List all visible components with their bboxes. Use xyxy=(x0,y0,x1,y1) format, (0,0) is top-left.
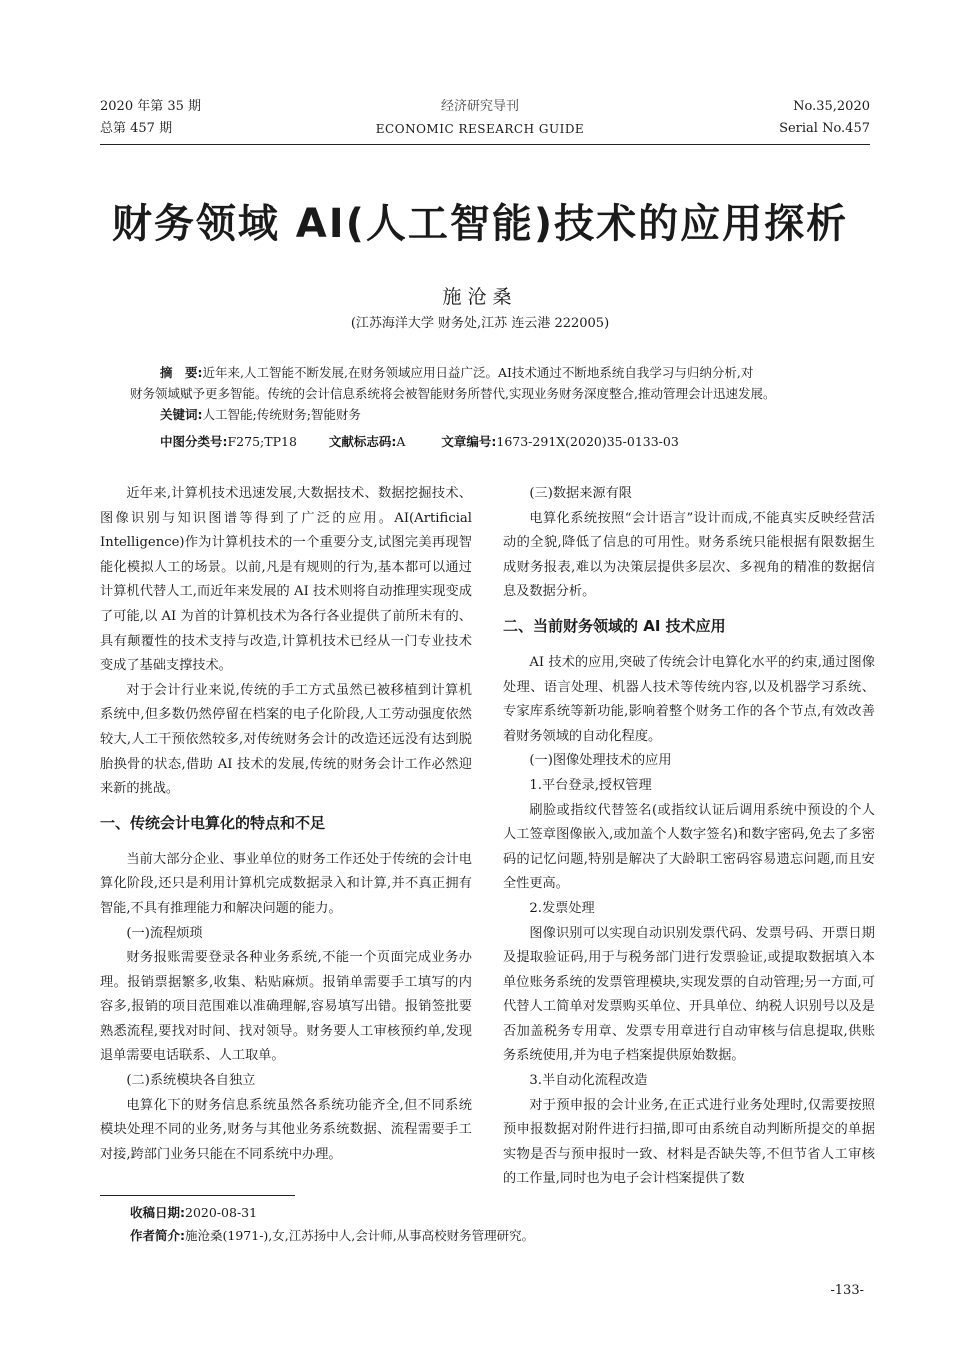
keywords: 人工智能;传统财务;智能财务 xyxy=(202,407,361,422)
footnote-rule xyxy=(100,1195,295,1196)
footnote-author-bio xyxy=(130,1226,534,1246)
subsection-heading: (一)图像处理技术的应用 xyxy=(529,753,672,769)
header-issue-en: No.35,2020 xyxy=(793,99,870,114)
author-name: 施沧桑 xyxy=(442,286,518,308)
paragraph: AI 技术的应用,突破了传统会计电算化水平的约束,通过图像处理、语言处理、机器人技术等传统内容,以及机器学习系统、专家库系统等新功能,影响着整个财务工作的各个节点,有效改善着财务领域的自动化程度。 xyxy=(503,654,875,744)
subsection-heading: 3.半自动化流程改造 xyxy=(529,1073,648,1089)
doc-code-label: 文献标志码: xyxy=(328,434,397,449)
footnote-received xyxy=(130,1203,257,1223)
paragraph: 对于预申报的会计业务,在正式进行业务处理时,仅需要按照预申报数据对附件进行扫描,即可由系统自动判断所提交的单据实物是否与预申报时一致、材料是否缺失等,不但节省人工审核的工作量,同时也为电子会计档案提供了数 xyxy=(503,1097,875,1187)
bio-label: 作者简介: xyxy=(130,1228,185,1243)
author-affiliation: (江苏海洋大学 财务处,江苏 连云港 222005) xyxy=(350,316,610,331)
paragraph: 财务报账需要登录各种业务系统,不能一个页面完成业务办理。报销票据繁多,收集、粘贴麻烦。报销单需要手工填写的内容多,报销的项目范围难以准确理解,容易填写出错。报销签批要熟悉流程,要找对时间、找对领导。财务要人工审核预约单,发现退单需要电话联系、人工取单。 xyxy=(100,950,472,1064)
header-journal-en: ECONOMIC RESEARCH GUIDE xyxy=(375,122,585,136)
section-heading: 一、传统会计电算化的特点和不足 xyxy=(100,813,326,832)
paragraph: 刷脸或指纹代替签名(或指纹认证后调用系统中预设的个人人工签章图像嵌入,或加盖个人数字签名)和数字密码,免去了多密码的记忆问题,特别是解决了大龄职工密码容易遗忘问题,而且安全性更高。 xyxy=(503,802,875,892)
clc-label: 中图分类号: xyxy=(160,434,228,449)
received-label: 收稿日期: xyxy=(130,1205,185,1220)
section-heading: 二、当前财务领域的 AI 技术应用 xyxy=(503,616,726,635)
classification-line xyxy=(160,432,679,452)
paragraph: 近年来,计算机技术迅速发展,大数据技术、数据挖掘技术、图像识别与知识图谱等得到了广泛的应用。AI(Artificial Intelligence)作为计算机技术的一个重要分支,试图完美再现智能化模拟人工的场景。以前,凡是有规则的行为,基本都可以通过计算机代替人工,而近年来发展的 AI 技术则将自动推理实现变成了可能,以 AI 为首的计算机技术为各行各业提供了前所未有的、具有颠覆性的技术支持与改造,计算机技术已经从一门专业技术变成了基础支撑技术。 xyxy=(100,486,472,674)
header-issue-cn: 2020 年第 35 期 xyxy=(100,99,202,114)
bio-text: 施沧桑(1971-),女,江苏扬中人,会计师,从事高校财务管理研究。 xyxy=(185,1228,535,1243)
subsection-heading: (二)系统模块各自独立 xyxy=(126,1073,256,1089)
left-column xyxy=(100,482,472,1167)
subsection-heading: (一)流程烦琐 xyxy=(126,925,203,941)
header-serial-cn: 总第 457 期 xyxy=(100,121,173,136)
paragraph: 电算化系统按照“会计语言”设计而成,不能真实反映经营活动的全貌,降低了信息的可用性。财务系统只能根据有限数据生成财务报表,难以为决策层提供多层次、多视角的精准的数据信息及数据分析。 xyxy=(503,510,875,600)
clc-code: F275;TP18 xyxy=(227,434,297,449)
paragraph: 电算化下的财务信息系统虽然各系统功能齐全,但不同系统模块处理不同的业务,财务与其他业务系统数据、流程需要手工对接,跨部门业务只能在不同系统中办理。 xyxy=(100,1097,472,1162)
paragraph: 对于会计行业来说,传统的手工方式虽然已被移植到计算机系统中,但多数仍然停留在档案的电子化阶段,人工劳动强度依然较大,人工干预依然较多,对传统财务会计的改造还远没有达到脱胎换骨的状态,借助 AI 技术的发展,传统的财务会计工作必然迎来新的挑战。 xyxy=(100,682,472,797)
paragraph: 当前大部分企业、事业单位的财务工作还处于传统的会计电算化阶段,还只是利用计算机完成数据录入和计算,并不真正拥有智能,不具有推理能力和解决问题的能力。 xyxy=(100,851,472,916)
doc-code: A xyxy=(396,434,406,449)
subsection-heading: (三)数据来源有限 xyxy=(529,486,632,501)
page-number: -133- xyxy=(830,1283,864,1298)
header-rule xyxy=(100,144,870,145)
header-journal-cn: 经济研究导刊 xyxy=(440,99,519,114)
right-column xyxy=(503,482,875,1192)
article-number-label: 文章编号: xyxy=(441,434,497,449)
subsection-heading: 2.发票处理 xyxy=(529,900,595,916)
header-serial-en: Serial No.457 xyxy=(779,121,870,136)
keywords-label: 关键词: xyxy=(160,407,203,422)
article-title: 财务领域 AI(人工智能)技术的应用探析 xyxy=(111,201,849,247)
abstract-line-1: 近年来,人工智能不断发展,在财务领域应用日益广泛。AI技术通过不断地系统自我学习与归纳分析,对 xyxy=(202,365,754,380)
received-date: 2020-08-31 xyxy=(185,1205,258,1220)
abstract xyxy=(130,362,850,425)
subsection-heading: 1.平台登录,授权管理 xyxy=(529,777,652,793)
article-number: 1673-291X(2020)35-0133-03 xyxy=(496,434,679,449)
paragraph: 图像识别可以实现自动识别发票代码、发票号码、开票日期及提取验证码,用于与税务部门进行发票验证,或提取数据填入本单位账务系统的发票管理模块,实现发票的自动管理;另一方面,可代替人工简单对发票购买单位、开具单位、纳税人识别号以及是否加盖税务专用章、发票专用章进行自动审核与信息提取,供账务系统使用,并为电子档案提供原始数据。 xyxy=(503,925,875,1064)
abstract-line-2: 财务领域赋予更多智能。传统的会计信息系统将会被智能财务所替代,实现业务财务深度整合,推动管理会计迅速发展。 xyxy=(130,386,776,401)
abstract-label: 摘 要: xyxy=(160,365,203,380)
